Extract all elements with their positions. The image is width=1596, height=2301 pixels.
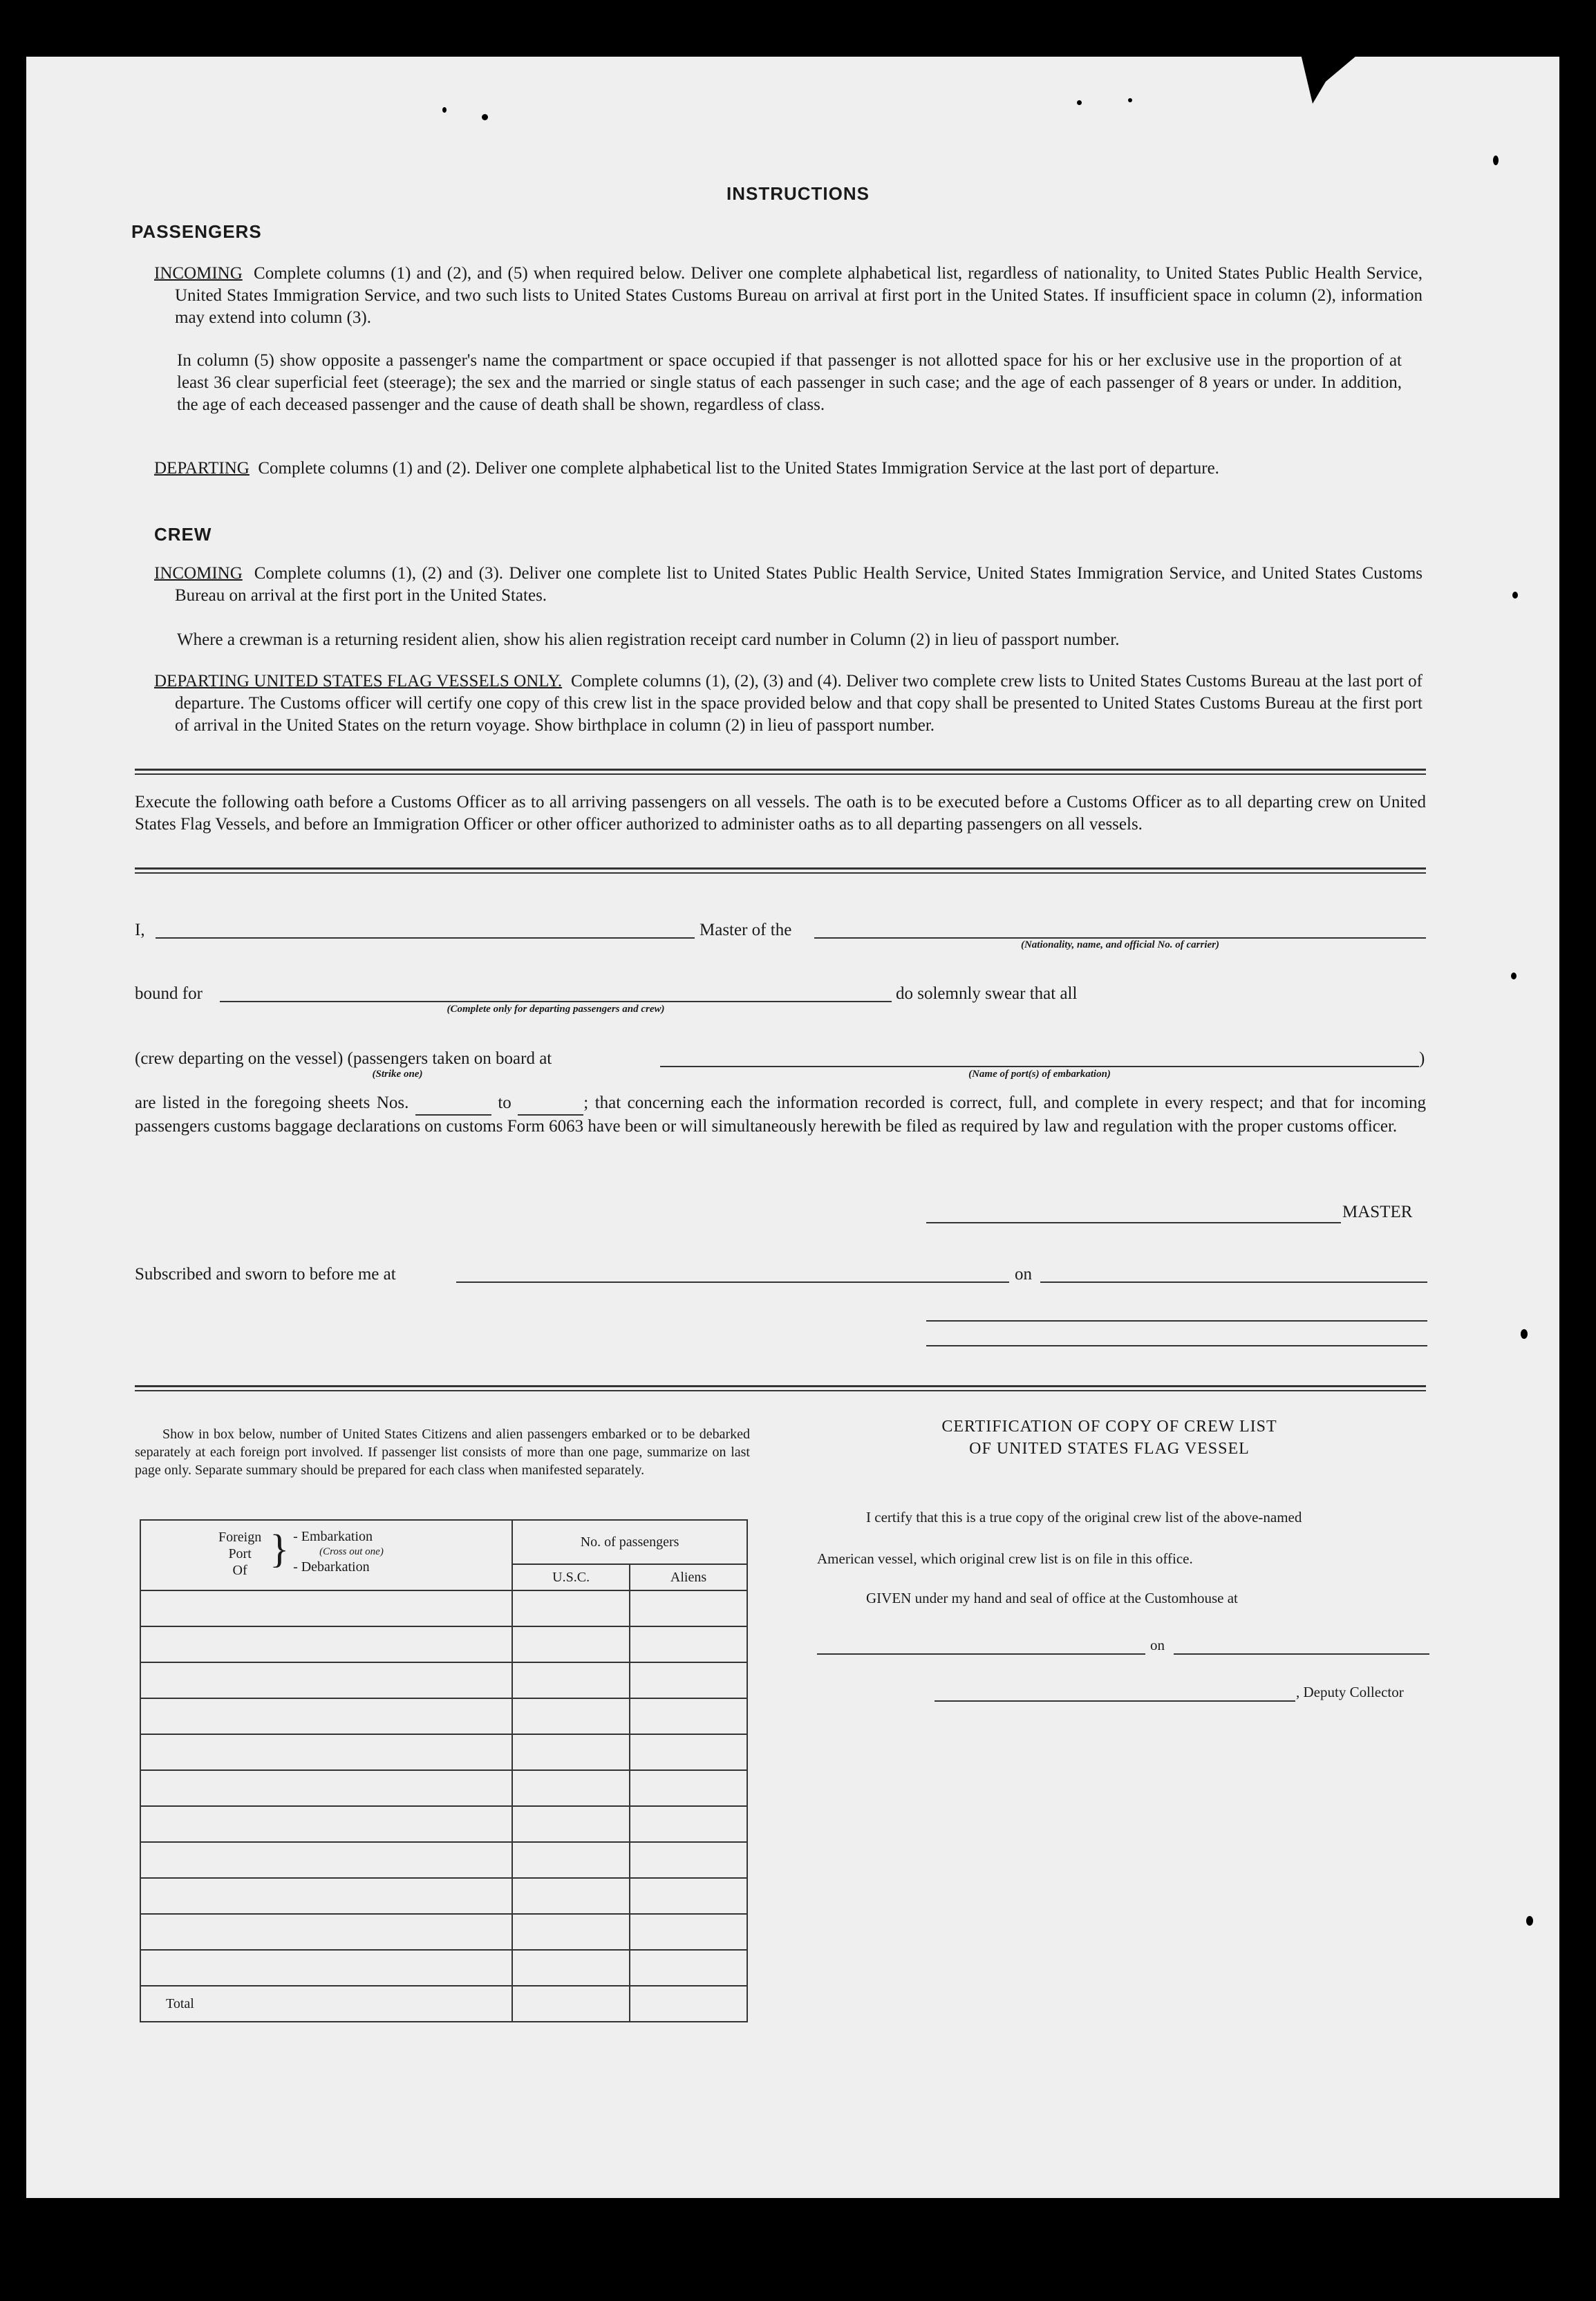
usc-cell[interactable]: [512, 1878, 630, 1914]
total-aliens-cell[interactable]: [630, 1986, 747, 2022]
crew-resident: Where a crewman is a returning resident alien, show his alien registration receipt card number in Column (2) in lieu of passport number.: [177, 630, 1120, 649]
scan-speck: [1077, 100, 1082, 105]
port-cell[interactable]: [140, 1626, 512, 1662]
table-row: [140, 1842, 747, 1878]
scan-speck: [1128, 98, 1132, 102]
embarkation-option[interactable]: - Embarkation: [293, 1529, 373, 1544]
port-cell[interactable]: [140, 1662, 512, 1698]
crew-departing-text: Complete columns (1), (2), (3) and (4). Deliver two complete crew lists to United States Customs Bureau at the last port of departure. The Customs officer will certify one copy of this crew list in the space provided below and that copy shall be presented to United States Customs Bureau at the first port of arrival in the United States on the return voyage. Show birthplace in column (2) in lieu of passport number.: [175, 672, 1423, 735]
of-label: Of: [232, 1563, 247, 1578]
no-of-passengers-header: No. of passengers: [512, 1520, 747, 1564]
bound-for-field[interactable]: [220, 1001, 892, 1002]
aliens-cell[interactable]: [630, 1734, 747, 1770]
table-row: [140, 1626, 747, 1662]
total-usc-cell[interactable]: [512, 1986, 630, 2022]
certification-date-field[interactable]: [1174, 1653, 1429, 1655]
carrier-field[interactable]: [814, 937, 1426, 939]
deputy-signature-field[interactable]: [935, 1700, 1295, 1702]
sworn-on-label: on: [1015, 1265, 1032, 1284]
master-signature-field[interactable]: [926, 1222, 1341, 1223]
foreign-label: Foreign: [218, 1530, 262, 1545]
embarkation-port-field[interactable]: [660, 1066, 1419, 1067]
aliens-cell[interactable]: [630, 1590, 747, 1626]
certification-title: [791, 1416, 1427, 1460]
usc-cell[interactable]: [512, 1590, 630, 1626]
scan-speck: [1521, 1329, 1528, 1339]
aliens-cell[interactable]: [630, 1806, 747, 1842]
certification-text2: American vessel, which original crew list is on file in this office.: [817, 1550, 1193, 1567]
passengers-incoming-text: Complete columns (1) and (2), and (5) when required below. Deliver one complete alphabetical list, regardless of nationality, to United States Public Health Service, United States Immigration Service, and two such lists to United States Customs Bureau on arrival at first port in the United States. If insufficient space in column (2), information may extend into column (3).: [175, 264, 1423, 327]
aliens-cell[interactable]: [630, 1878, 747, 1914]
sworn-date-field[interactable]: [1040, 1281, 1427, 1283]
table-row: [140, 1770, 747, 1806]
certification-on-label: on: [1150, 1637, 1165, 1653]
certification-title-line2: OF UNITED STATES FLAG VESSEL: [969, 1440, 1250, 1458]
bound-for-caption: (Complete only for departing passengers and crew): [447, 1004, 665, 1015]
scan-speck: [482, 114, 488, 120]
total-label: Total: [140, 1986, 512, 2022]
certification-text1: I certify that this is a true copy of the original crew list of the above-named: [866, 1509, 1302, 1525]
scan-speck: [1511, 973, 1517, 979]
listed-text-to: to: [498, 1093, 511, 1112]
summary-note: Show in box below, number of United States Citizens and alien passengers embarked or to be debarked separately at each foreign port involved. If passenger list consists of more than one page, summarize on last page only. Separate summary should be prepared for each class when manifested separately.: [135, 1427, 750, 1478]
aliens-cell[interactable]: [630, 1842, 747, 1878]
customhouse-field[interactable]: [817, 1653, 1145, 1655]
crew-incoming-label: INCOMING: [154, 564, 243, 583]
port-cell[interactable]: [140, 1698, 512, 1734]
crew-heading: CREW: [154, 524, 212, 545]
aliens-cell[interactable]: [630, 1626, 747, 1662]
aliens-cell[interactable]: [630, 1770, 747, 1806]
listed-text-a: are listed in the foregoing sheets Nos.: [135, 1093, 409, 1112]
aliens-cell[interactable]: [630, 1950, 747, 1986]
brace-glyph: }: [270, 1526, 290, 1571]
swear-label: do solemnly swear that all: [896, 984, 1078, 1003]
scan-speck: [442, 107, 447, 113]
crew-incoming-text: Complete columns (1), (2) and (3). Deliver one complete list to United States Public Health Service, United States Immigration Service, and United States Customs Bureau on arrival at the first port in the United States.: [175, 564, 1423, 605]
table-row: [140, 1950, 747, 1986]
bound-for-label: bound for: [135, 984, 203, 1003]
oath-intro: Execute the following oath before a Customs Officer as to all arriving passengers on all vessels. The oath is to be executed before a Customs Officer as to all departing crew on United States Flag Vessels, and before an Immigration Officer or other officer authorized to administer oaths as to all departing passengers on all vessels.: [135, 793, 1426, 834]
master-of-label: Master of the: [700, 921, 792, 939]
port-label: Port: [228, 1546, 252, 1561]
usc-cell[interactable]: [512, 1806, 630, 1842]
cross-out-note: (Cross out one): [319, 1546, 384, 1557]
certification-text3: GIVEN under my hand and seal of office at the Customhouse at: [866, 1590, 1238, 1606]
table-row: [140, 1662, 747, 1698]
close-paren: ): [1419, 1049, 1425, 1068]
certification-title-line1: CERTIFICATION OF COPY OF CREW LIST: [941, 1418, 1277, 1436]
usc-header: U.S.C.: [512, 1564, 630, 1590]
sworn-place-field[interactable]: [456, 1281, 1009, 1283]
usc-cell[interactable]: [512, 1626, 630, 1662]
aliens-cell[interactable]: [630, 1914, 747, 1950]
usc-cell[interactable]: [512, 1734, 630, 1770]
table-row: [140, 1878, 747, 1914]
scan-speck: [1526, 1916, 1533, 1926]
scan-speck: [1493, 156, 1499, 165]
table-row: [140, 1698, 747, 1734]
master-label: MASTER: [1342, 1203, 1413, 1221]
passengers-departing: [154, 458, 1423, 480]
table-row: [140, 1914, 747, 1950]
section-divider: [135, 769, 1426, 775]
scan-speck: [1512, 592, 1518, 599]
embark-debark-options: [293, 1529, 384, 1575]
usc-cell[interactable]: [512, 1698, 630, 1734]
officer-title-field[interactable]: [926, 1345, 1427, 1346]
aliens-cell[interactable]: [630, 1698, 747, 1734]
port-cell[interactable]: [140, 1950, 512, 1986]
passengers-column5: In column (5) show opposite a passenger's name the compartment or space occupied if that passenger is not allotted space for his or her exclusive use in the proportion of at least 36 clear superficial feet (steerage); the sex and the married or single status of each passenger in such case; and the age of each passenger of 8 years or under. In addition, the age of each deceased passenger and the cause of death shall be shown, regardless of class.: [177, 351, 1402, 414]
aliens-header: Aliens: [630, 1564, 747, 1590]
section-divider: [135, 1385, 1426, 1391]
crew-departing-label: DEPARTING UNITED STATES FLAG VESSELS ONLY.: [154, 672, 563, 691]
deputy-collector-label: , Deputy Collector: [1296, 1684, 1404, 1700]
port-cell[interactable]: [140, 1806, 512, 1842]
table-row: [140, 1806, 747, 1842]
sheet-from-field[interactable]: [415, 1092, 491, 1116]
embarkation-caption: (Name of port(s) of embarkation): [968, 1069, 1111, 1080]
passengers-departing-label: DEPARTING: [154, 459, 250, 478]
crew-incoming: [154, 563, 1423, 607]
usc-cell[interactable]: [512, 1662, 630, 1698]
oath-i-label: I,: [135, 921, 145, 939]
carrier-caption: (Nationality, name, and official No. of carrier): [1020, 939, 1220, 950]
master-name-field[interactable]: [156, 937, 695, 939]
officer-signature-field[interactable]: [926, 1320, 1427, 1322]
port-cell[interactable]: [140, 1914, 512, 1950]
passengers-incoming: [154, 263, 1423, 329]
usc-cell[interactable]: [512, 1842, 630, 1878]
table-row: [140, 1734, 747, 1770]
crew-departing: [154, 670, 1423, 737]
subscribed-label: Subscribed and sworn to before me at: [135, 1265, 396, 1284]
foreign-port-of: [218, 1529, 261, 1579]
passengers-departing-text: Complete columns (1) and (2). Deliver one complete alphabetical list to the United States Immigration Service at the last port of departure.: [258, 459, 1219, 478]
section-divider: [135, 867, 1426, 874]
crew-departing-oath-label: (crew departing on the vessel) (passengers taken on board at: [135, 1049, 552, 1068]
page-title: INSTRUCTIONS: [726, 183, 870, 204]
port-cell[interactable]: [140, 1734, 512, 1770]
usc-cell[interactable]: [512, 1770, 630, 1806]
passengers-heading: PASSENGERS: [131, 221, 262, 242]
passengers-incoming-label: INCOMING: [154, 264, 243, 283]
port-cell[interactable]: [140, 1842, 512, 1878]
listed-text-b: ; that concerning each the information recorded is correct, full, and complete in every respect; and that for incoming passengers customs baggage declarations on customs Form 6063 have been or will simultaneously herewith be filed as required by law and regulation with the proper customs officer.: [135, 1093, 1427, 1136]
port-header-cell: [140, 1520, 512, 1590]
usc-cell[interactable]: [512, 1914, 630, 1950]
debarkation-option[interactable]: - Debarkation: [293, 1559, 370, 1575]
port-cell[interactable]: [140, 1878, 512, 1914]
aliens-cell[interactable]: [630, 1662, 747, 1698]
usc-cell[interactable]: [512, 1950, 630, 1986]
passenger-summary-table: [140, 1519, 748, 2022]
port-cell[interactable]: [140, 1590, 512, 1626]
listed-sheets-paragraph: [135, 1092, 1426, 1138]
port-cell[interactable]: [140, 1770, 512, 1806]
strike-caption: (Strike one): [372, 1069, 423, 1080]
table-row: [140, 1590, 747, 1626]
sheet-to-field[interactable]: [518, 1092, 583, 1116]
